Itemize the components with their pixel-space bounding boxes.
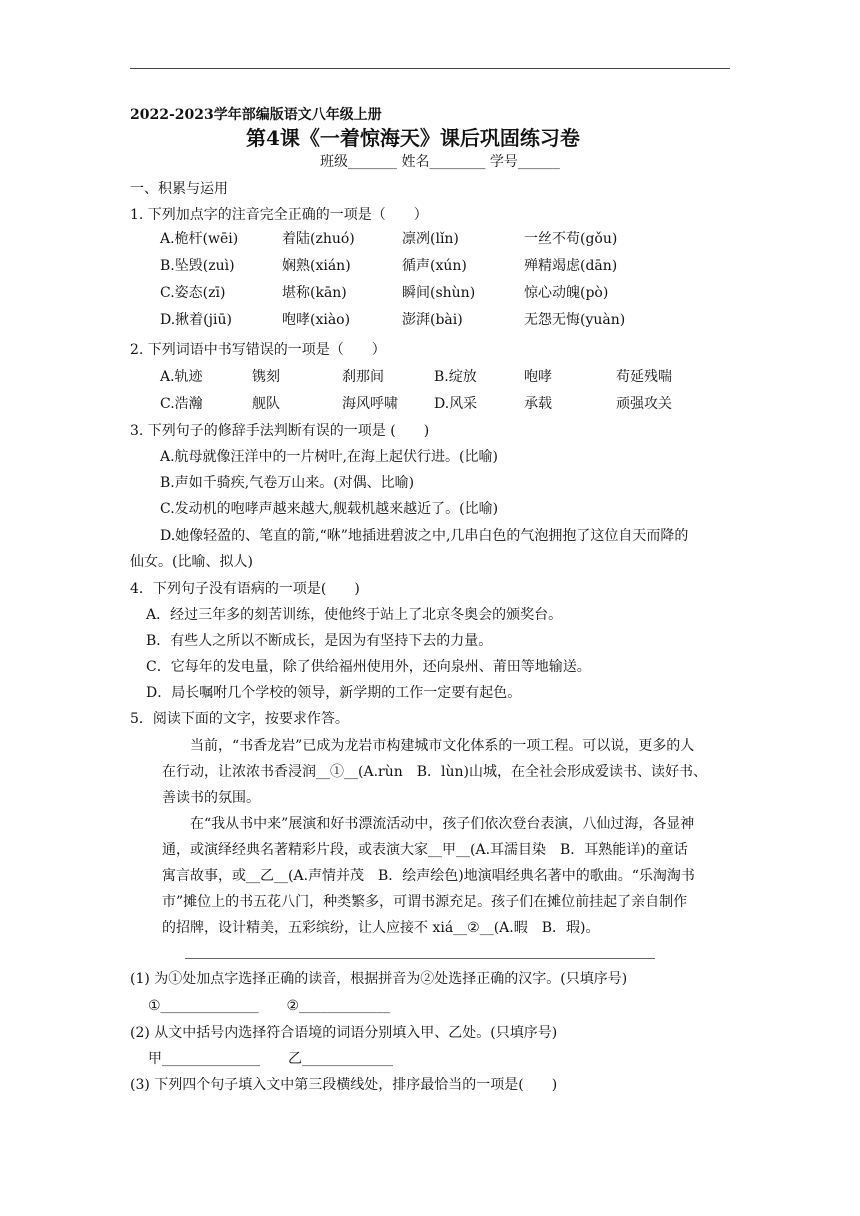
q1-a3: 凛冽(lǐn) bbox=[402, 231, 459, 247]
passage-line: 在“我从书中来”展演和好书漂流活动中，孩子们依次登台表演，八仙过海，各显神 bbox=[190, 816, 695, 832]
q1-d1: D.揪着(jiū) bbox=[160, 312, 232, 328]
q1-d4: 无怨无悔(yuàn) bbox=[524, 312, 626, 328]
q2-a1: A.轨迹 bbox=[160, 369, 203, 385]
header-rule bbox=[130, 68, 730, 69]
q2-a4: B.绽放 bbox=[434, 369, 477, 385]
q2-c6: 顽强攻关 bbox=[616, 396, 672, 412]
q2-a3: 刹那间 bbox=[342, 369, 384, 385]
q3-option-c: C.发动机的咆哮声越来越大,舰载机越来越近了。(比喻) bbox=[160, 501, 499, 517]
q1-a2: 着陆(zhuó) bbox=[282, 231, 355, 247]
q4-option-d: D．局长嘱咐几个学校的领导，新学期的工作一定要有起色。 bbox=[146, 685, 522, 701]
q4-stem: 4．下列句子没有语病的一项是( ) bbox=[130, 581, 360, 597]
q2-c1: C.浩瀚 bbox=[160, 396, 203, 412]
year-line: 2022-2023学年部编版语文八年级上册 bbox=[130, 107, 382, 123]
page-title: 第4课《一着惊海天》课后巩固练习卷 bbox=[246, 126, 580, 150]
q2-c4: D.风采 bbox=[434, 396, 478, 412]
q1-c1: C.姿态(zī) bbox=[160, 285, 226, 301]
q5-sub1-blanks[interactable]: ①______________ ②_____________ bbox=[148, 998, 391, 1014]
q3-stem: 3. 下列句子的修辞手法判断有误的一项是 ( ) bbox=[130, 423, 430, 439]
q1-c4: 惊心动魄(pò) bbox=[524, 285, 609, 301]
q1-b4: 殚精竭虑(dān) bbox=[524, 258, 618, 274]
passage-rule bbox=[185, 958, 655, 959]
q2-c2: 舰队 bbox=[252, 396, 280, 412]
passage-line: 在行动，让浓浓书香浸润__①__(A.rùn B．lùn)山城，在全社会形成爱读书、读好书、 bbox=[162, 764, 708, 780]
passage-line: 善读书的氛围。 bbox=[162, 790, 260, 806]
q2-stem: 2. 下列词语中书写错误的一项是（ ） bbox=[130, 342, 386, 358]
q3-option-d: D.她像轻盈的、笔直的箭,“咻”地插进碧波之中,几串白色的气泡拥抱了这位自天而降的 bbox=[160, 528, 689, 544]
passage-line: 寓言故事，或__乙__(A.声情并茂 B．绘声绘色)地演唱经典名著中的歌曲。“乐淘淘书 bbox=[162, 868, 695, 884]
q1-stem: 1. 下列加点字的注音完全正确的一项是（ ） bbox=[130, 207, 428, 223]
q2-a6: 苟延残喘 bbox=[616, 369, 672, 385]
q5-sub3: (3) 下列四个句子填入文中第三段横线处，排序最恰当的一项是( ) bbox=[130, 1077, 558, 1093]
q3-option-a: A.航母就像汪洋中的一片树叶,在海上起伏行进。(比喻) bbox=[160, 449, 498, 465]
section-heading: 一、积累与运用 bbox=[130, 181, 228, 197]
q4-option-c: C．它每年的发电量，除了供给福州使用外，还向泉州、莆田等地输送。 bbox=[146, 659, 591, 675]
q5-sub2: (2) 从文中括号内选择符合语境的词语分别填入甲、乙处。(只填序号) bbox=[130, 1025, 558, 1041]
q1-b1: B.坠毁(zuì) bbox=[160, 258, 235, 274]
q1-c3: 瞬间(shùn) bbox=[402, 285, 476, 301]
q3-option-d-cont: 仙女。(比喻、拟人) bbox=[130, 554, 253, 570]
passage-line: 市”摊位上的书五花八门，种类繁多，可谓书源充足。孩子们在摊位前挂起了亲自制作 bbox=[162, 894, 688, 910]
q1-b2: 娴熟(xián) bbox=[282, 258, 351, 274]
passage-line: 当前，“书香龙岩”已成为龙岩市构建城市文化体系的一项工程。可以说，更多的人 bbox=[190, 738, 695, 754]
q2-c3: 海风呼啸 bbox=[342, 396, 398, 412]
q5-stem: 5．阅读下面的文字，按要求作答。 bbox=[130, 711, 349, 727]
q4-option-b: B．有些人之所以不断成长，是因为有坚持下去的力量。 bbox=[146, 633, 493, 649]
q1-d2: 咆哮(xiào) bbox=[282, 312, 351, 328]
q1-c2: 堪称(kān) bbox=[282, 285, 347, 301]
q1-a1: A.桅杆(wēi) bbox=[160, 231, 239, 247]
passage-line: 的招牌，设计精美，五彩缤纷，让人应接不 xiá__②__(A.暇 B．瑕)。 bbox=[162, 920, 600, 936]
q2-c5: 承载 bbox=[524, 396, 552, 412]
student-fields: 班级_______ 姓名________ 学号______ bbox=[320, 154, 560, 170]
q4-option-a: A．经过三年多的刻苦训练，使他终于站上了北京冬奥会的颁奖台。 bbox=[146, 607, 563, 623]
passage-line: 通，或演绎经典名著精彩片段，或表演大家__甲__(A.耳濡目染 B．耳熟能详)的童话 bbox=[162, 842, 688, 858]
q2-a5: 咆哮 bbox=[524, 369, 552, 385]
q1-d3: 澎湃(bài) bbox=[402, 312, 463, 328]
q1-b3: 循声(xún) bbox=[402, 258, 467, 274]
q3-option-b: B.声如千骑疾,气卷万山来。(对偶、比喻) bbox=[160, 475, 415, 491]
q5-sub2-blanks[interactable]: 甲______________ 乙_____________ bbox=[148, 1051, 393, 1067]
q1-a4: 一丝不苟(gǒu) bbox=[524, 231, 618, 247]
q2-a2: 镌刻 bbox=[252, 369, 280, 385]
q5-sub1: (1) 为①处加点字选择正确的读音，根据拼音为②处选择正确的汉字。(只填序号) bbox=[130, 971, 628, 987]
